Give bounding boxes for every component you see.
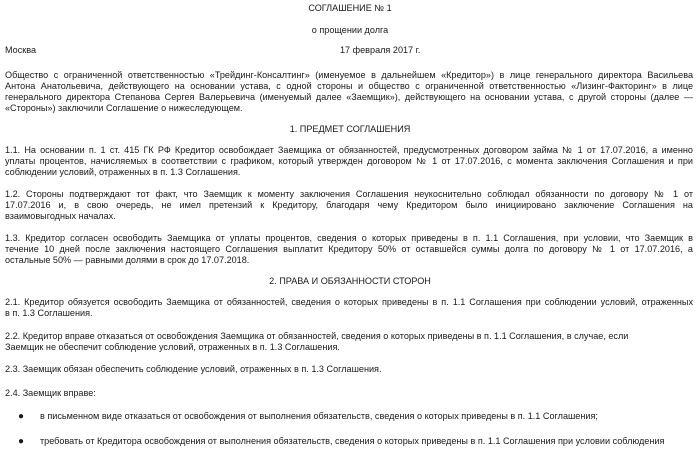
paragraph-line: 2.3. Заемщик обязан обеспечить соблюдение условий, отраженных в п. 1.3 Соглашения. [5,364,382,374]
paragraph-line: 1.3. Кредитор согласен освободить Заемщика от уплаты процентов, сведения о которых приведены в п. 1.1 Соглашения, при условии, что Заемщик в [5,233,693,243]
preamble-line: Антона Анатольевича, действующего на основании устава, с одной стороны и общество с ограниченной ответственностью «Лизинг-Факторинг» в лице [5,81,693,91]
city: Москва [5,45,37,55]
agreement-subtitle: о прощении долга [311,25,389,35]
paragraph-line: 1.2. Стороны подтверждают тот факт, что Заемщик к моменту заключения Соглашения неукоснительно соблюдал обязанности по договору № 1 от [5,189,693,199]
section-heading: 2. ПРАВА И ОБЯЗАННОСТИ СТОРОН [269,276,431,286]
list-item: требовать от Кредитора освобождения от выполнения обязательств, сведения о которых приведены в п. 1.1 Соглашения при условии соблюдения [40,436,665,446]
agreement-date: 17 февраля 2017 г. [340,45,421,55]
agreement-title: СОГЛАШЕНИЕ № 1 [308,3,392,13]
paragraph-line: 2.1. Кредитор обязуется освободить Заемщика от обязанностей, сведения о которых приведены в п. 1.1 Соглашения при соблюдении условий, отраженных [5,297,693,307]
preamble-line: «Стороны») заключили Соглашение о нижеследующем. [5,103,243,113]
paragraph-line: 2.4. Заемщик вправе: [5,388,96,398]
bullet-dot-icon: ● [18,411,25,422]
preamble-line: генерального директора Степанова Сергея Валерьевича (именуемый далее «Заемщик»), действующего на основании устава, с другой стороны (далее — [5,92,693,102]
paragraph-line: соблюдении условий, отраженных в п. 1.3 Соглашения. [5,167,241,177]
paragraph-line: взаимовыгодных началах. [5,211,116,221]
list-item: в письменном виде отказаться от освобождения от выполнения обязательств, сведения о которых приведены в п. 1.1 Соглашения; [40,411,598,421]
bullet-dot-icon: ● [18,436,25,447]
paragraph-line: остальные 50% — равными долями в срок до 17.07.2018. [5,255,250,265]
section-heading: 1. ПРЕДМЕТ СОГЛАШЕНИЯ [289,124,411,134]
paragraph-line: в п. 1.3 Соглашения. [5,308,93,318]
paragraph-line: 17.07.2016 и, в свою очередь, не имел претензий к Кредитору, благодаря чему Кредитором было инициировано заключение Соглашения на [5,200,693,210]
paragraph-line: 1.1. На основании п. 1 ст. 415 ГК РФ Кредитор освобождает Заемщика от обязанностей, предусмотренных договором займа № 1 от 17.07.2016, а именно [5,145,693,155]
preamble-line: Общество с ограниченной ответственностью «Трейдинг-Консалтинг» (именуемое в дальнейшем «Кредитор») в лице генерального директора Васильева [5,70,693,80]
paragraph-line: 2.2. Кредитор вправе отказаться от освобождения Заемщика от обязанностей, сведения о которых приведены в п. 1.1 Соглашения, в случае, если [5,331,629,341]
paragraph-line: течение 10 дней после заключения настоящего Соглашения выплатит Кредитору 50% от оставшейся суммы долга по договору № 1 от 17.07.2016, а [5,244,693,254]
paragraph-line: уплаты процентов, начисляемых в соответствии с графиком, который утвержден договором № 1 от 17.07.2016, с момента заключения Соглашения и при [5,156,693,166]
paragraph-line: Заемщик не обеспечит соблюдение условий, отраженных в п. 1.3 Соглашения. [5,342,340,352]
